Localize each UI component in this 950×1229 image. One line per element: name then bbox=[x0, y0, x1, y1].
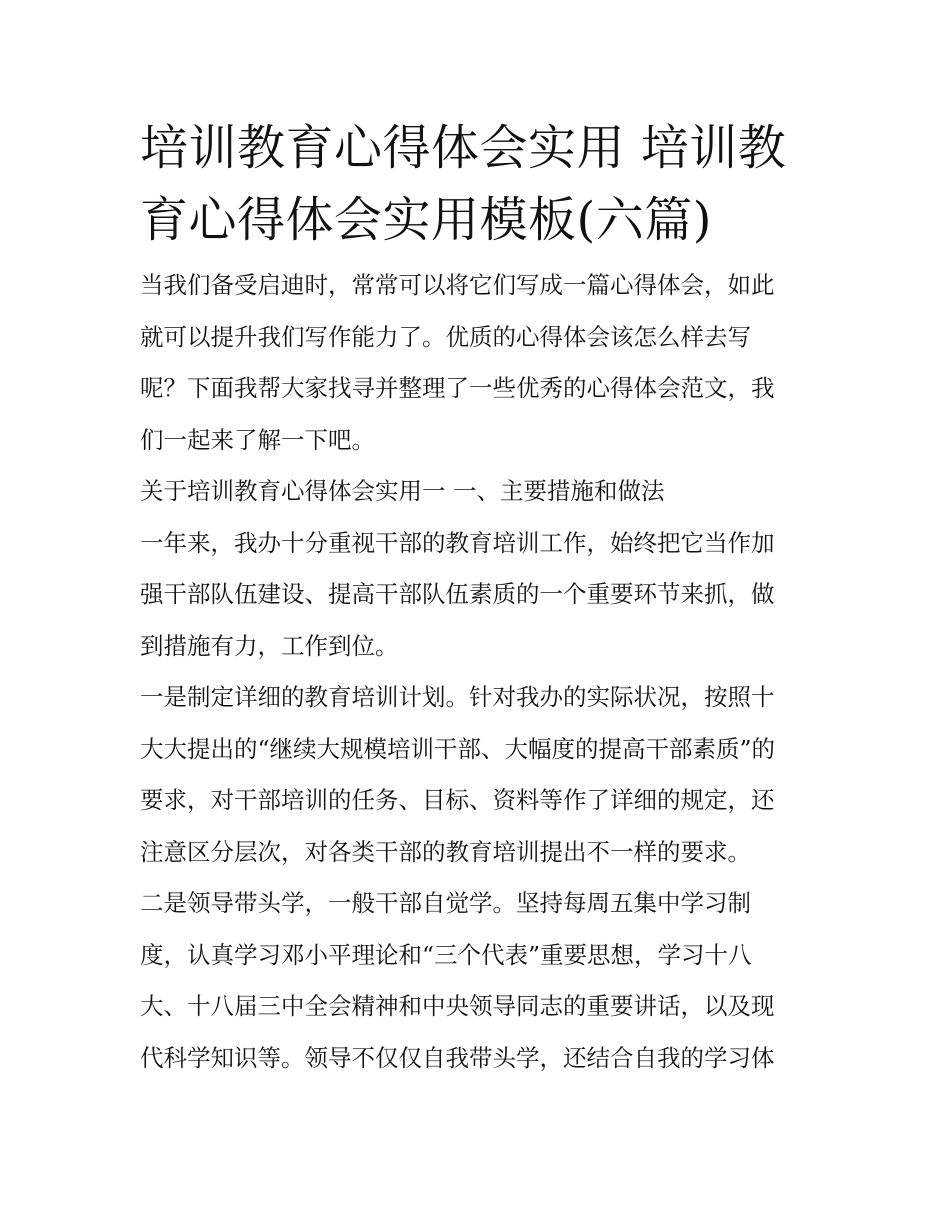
title-line: 育心得体会实用模板(六篇) bbox=[140, 192, 712, 248]
paragraph-line: 当我们备受启迪时，常常可以将它们写成一篇心得体会，如此 bbox=[140, 271, 775, 299]
paragraph-line: 大、十八届三中全会精神和中央领导同志的重要讲话，以及现 bbox=[140, 992, 775, 1020]
body-paragraph bbox=[140, 518, 812, 673]
paragraph-line: 代科学知识等。领导不仅仅自我带头学，还结合自我的学习体 bbox=[140, 1043, 775, 1072]
document-title bbox=[140, 112, 812, 256]
body-paragraph bbox=[140, 878, 812, 1084]
document-page bbox=[140, 112, 812, 1084]
paragraph-line: 大大提出的“继续大规模培训干部、大幅度的提高干部素质”的 bbox=[140, 734, 776, 763]
title-line: 培训教育心得体会实用 培训教 bbox=[140, 120, 787, 176]
intro-paragraph bbox=[140, 260, 812, 466]
paragraph-line: 就可以提升我们写作能力了。优质的心得体会该怎么样去写 bbox=[140, 322, 751, 351]
paragraph-line: 注意区分层次，对各类干部的教育培训提出不一样的要求。 bbox=[140, 837, 751, 866]
paragraph-line: 呢？下面我帮大家找寻并整理了一些优秀的心得体会范文，我 bbox=[140, 374, 775, 402]
paragraph-line: 二是领导带头学，一般干部自觉学。坚持每周五集中学习制 bbox=[140, 889, 751, 917]
paragraph-line: 要求，对干部培训的任务、目标、资料等作了详细的规定，还 bbox=[140, 786, 775, 814]
section-heading bbox=[140, 466, 812, 518]
paragraph-line: 强干部队伍建设、提高干部队伍素质的一个重要环节来抓，做 bbox=[140, 580, 775, 608]
body-paragraph bbox=[140, 672, 812, 878]
paragraph-line: 到措施有力，工作到位。 bbox=[140, 631, 399, 660]
paragraph-line: 一年来，我办十分重视干部的教育培训工作，始终把它当作加 bbox=[140, 528, 775, 557]
paragraph-line: 关于培训教育心得体会实用一 一、主要措施和做法 bbox=[140, 477, 665, 505]
paragraph-line: 一是制定详细的教育培训计划。针对我办的实际状况，按照十 bbox=[140, 683, 775, 711]
paragraph-line: 度，认真学习邓小平理论和“三个代表”重要思想，学习十八 bbox=[140, 940, 752, 969]
paragraph-line: 们一起来了解一下吧。 bbox=[140, 425, 375, 454]
